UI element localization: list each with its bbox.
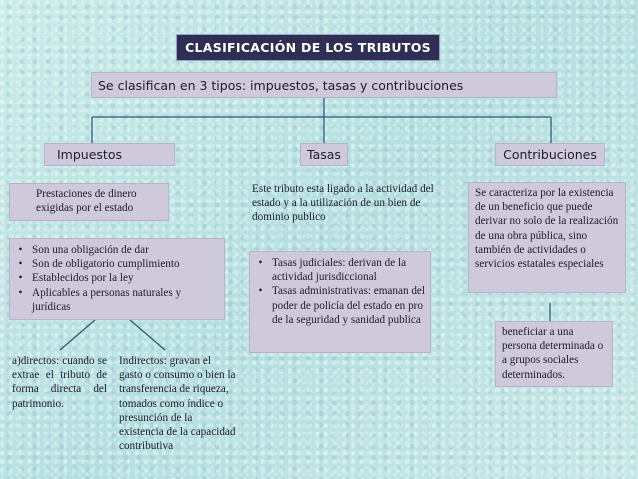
classification-summary: Se clasifican en 3 tipos: impuestos, tasas y contribuciones xyxy=(91,72,557,98)
tasas-types xyxy=(249,251,431,353)
tasa-type-item: • Tasas administrativas: emanan del poder de policía del estado en pro de la seguridad y sanidad publica xyxy=(268,284,426,327)
feature-item: • Son una obligación de dar xyxy=(28,243,220,257)
impuestos-indirectos: Indirectos: gravan el gasto o consumo o bien la transferencia de riqueza, tomados como índice o presunción de la existencia de la capacidad contributiva xyxy=(119,355,236,453)
impuestos-definition xyxy=(9,183,169,221)
impuestos-directos: a)directos: cuando se extrae el tributo de forma directa del patrimonio. xyxy=(12,355,107,410)
category-tasas: Tasas xyxy=(300,143,348,166)
feature-item: • Aplicables a personas naturales y jurídicas xyxy=(28,286,220,314)
contribuciones-definition xyxy=(468,182,626,293)
contribuciones-definition-text: Se caracteriza por la existencia de un beneficio que puede derivar no solo de la realización de una obra pública, sino también de actividades o servicios estatales especiales xyxy=(475,187,619,271)
tasa-type-item: • Tasas judiciales: derivan de la actividad jurisdiccional xyxy=(268,256,426,284)
contribuciones-detail xyxy=(495,321,613,387)
category-contribuciones: Contribuciones xyxy=(495,143,605,166)
feature-item: • Son de obligatorio cumplimiento xyxy=(28,257,220,271)
impuestos-features xyxy=(9,238,225,320)
contribuciones-detail-text: beneficiar a una persona determinada o a grupos sociales determinados. xyxy=(502,326,604,381)
tasas-definition: Este tributo esta ligado a la actividad del estado y a la utilización de un bien de dominio publico xyxy=(252,183,434,224)
feature-item: • Establecidos por la ley xyxy=(28,271,220,285)
impuestos-definition-text: Prestaciones de dinero exigidas por el estado xyxy=(36,188,137,215)
diagram-title: CLASIFICACIÓN DE LOS TRIBUTOS xyxy=(176,34,440,61)
category-impuestos: Impuestos xyxy=(44,143,175,166)
